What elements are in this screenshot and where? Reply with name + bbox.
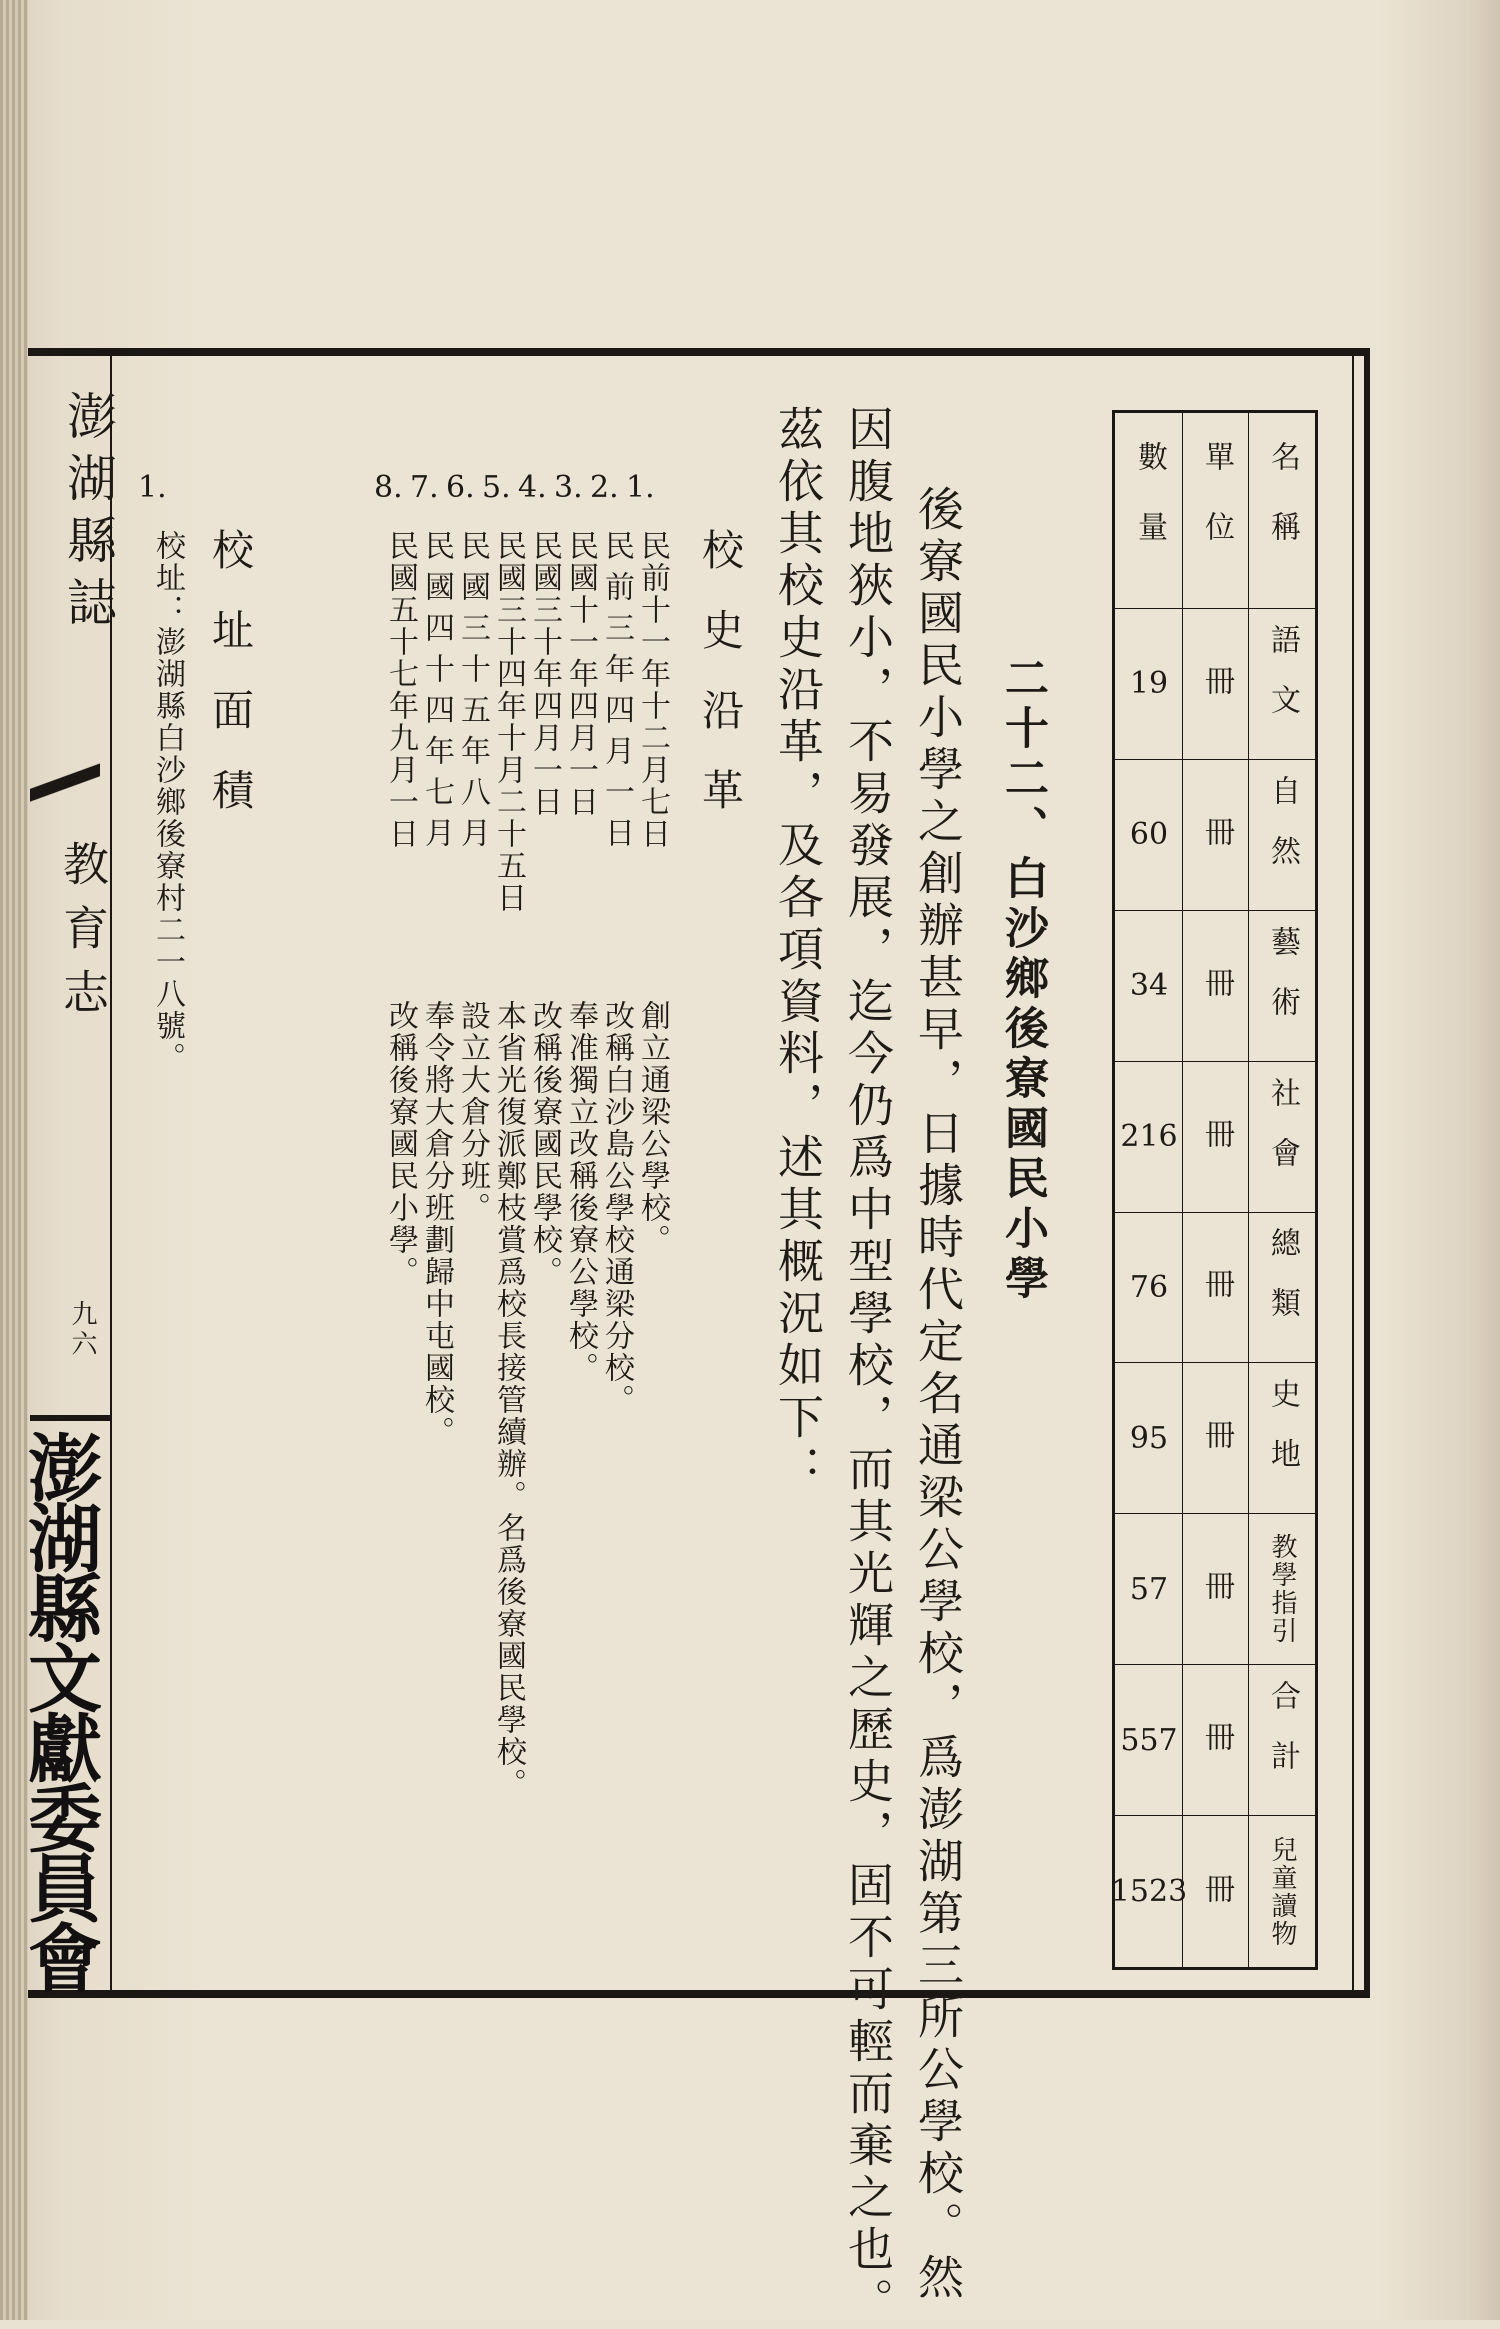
table-cell-name: 總類 [1249, 1213, 1315, 1364]
table-cell-name: 合計 [1249, 1665, 1315, 1816]
frame-top-rule [28, 348, 1370, 356]
history-item-date: 民國三十四年十月二十五日 [491, 530, 526, 914]
history-item-event: 改稱白沙島公學校通梁分校。 [599, 1000, 634, 1416]
table-cell-name: 自然 [1249, 760, 1315, 911]
table-cell-quantity: 34 [1115, 911, 1183, 1062]
table-cell-quantity: 1523 [1110, 1874, 1188, 1910]
history-heading: 校史沿革 [696, 528, 745, 848]
table-cell-name: 語文 [1249, 609, 1315, 760]
intro-paragraph-line-2: 因腹地狹小，不易發展，迄今仍爲中型學校，而其光輝之歷史，固不可輕而棄之也。 [841, 405, 895, 2329]
table-column-unit [1182, 413, 1249, 1967]
table-cell-quantity: 216 [1115, 1062, 1183, 1213]
table-cell-name: 藝術 [1249, 911, 1315, 1062]
table-cell-quantity: 19 [1115, 609, 1183, 760]
table-cell-name: 兒童讀物 [1267, 1835, 1297, 1948]
history-item-number: 7. [410, 470, 439, 505]
table-cell-unit: 冊 [1183, 1062, 1249, 1213]
table-cell-quantity: 60 [1115, 760, 1183, 911]
table-cell-quantity: 95 [1115, 1363, 1183, 1514]
history-item-date: 民國三十五年八月 [455, 530, 490, 858]
history-item-date: 民國三十年四月一日 [527, 530, 562, 818]
history-item-number: 3. [554, 470, 583, 505]
table-cell-quantity: 57 [1115, 1514, 1183, 1665]
running-book-title: 澎湖縣誌 [59, 390, 117, 638]
table-cell-name: 教學指引 [1249, 1514, 1315, 1665]
table-cell-unit: 冊 [1183, 1514, 1249, 1665]
history-item-number: 6. [446, 470, 475, 505]
book-statistics-table [1112, 410, 1318, 1970]
table-cell-name: 史地 [1249, 1363, 1315, 1514]
table-cell-quantity: 76 [1115, 1213, 1183, 1364]
history-item-number: 2. [590, 470, 619, 505]
table-column-name [1248, 413, 1315, 1967]
site-heading: 校址面積 [206, 528, 255, 848]
site-item-number: 1. [138, 470, 167, 505]
section-title: 二十二、白沙鄉後寮國民小學 [997, 655, 1048, 1305]
history-item-date: 民國四十四年七月 [419, 530, 454, 858]
table-cell-unit: 冊 [1183, 760, 1249, 911]
history-item-event: 奉令將大倉分班劃歸中屯國校。 [419, 1000, 454, 1448]
table-cell-unit: 冊 [1183, 911, 1249, 1062]
table-header-unit: 單位 [1183, 413, 1249, 609]
table-column-quantity [1110, 413, 1188, 1967]
frame-right-rule [1352, 348, 1370, 1998]
publisher-imprint: 澎湖縣文獻委員會 [16, 1430, 102, 1990]
history-item-event: 本省光復派鄭枝賞爲校長接管續辦。名爲後寮國民學校。 [491, 1000, 526, 1800]
history-item-date: 民國五十七年九月一日 [383, 530, 418, 850]
history-item-event: 改稱後寮國民小學。 [383, 1000, 418, 1288]
margin-ornament [30, 750, 100, 810]
table-header-quantity: 數量 [1115, 413, 1183, 609]
table-cell-name: 社會 [1249, 1062, 1315, 1213]
history-item-date: 民前三年四月一日 [599, 530, 634, 858]
history-item-date: 民國十一年四月一日 [563, 530, 598, 818]
table-cell-unit: 冊 [1183, 1665, 1249, 1816]
table-cell-quantity: 557 [1115, 1665, 1183, 1816]
history-item-date: 民前十一年十二月七日 [635, 530, 670, 850]
history-item-number: 5. [482, 470, 511, 505]
history-item-number: 4. [518, 470, 547, 505]
history-item-event: 奉准獨立改稱後寮公學校。 [563, 1000, 598, 1384]
frame-bottom-rule [28, 1990, 1370, 1998]
intro-paragraph-line-1: 後寮國民小學之創辦甚早，日據時代定名通梁公學校，爲澎湖第三所公學校。然 [911, 485, 965, 2305]
table-header-name: 名稱 [1249, 413, 1315, 609]
history-item-event: 設立大倉分班。 [455, 1000, 490, 1224]
history-item-number: 1. [626, 470, 655, 505]
margin-thick-rule [30, 1415, 110, 1421]
history-item-event: 改稱後寮國民學校。 [527, 1000, 562, 1288]
table-cell-unit: 冊 [1199, 1872, 1234, 1911]
page-number: 九六 [67, 1300, 97, 1360]
history-item-event: 創立通梁公學校。 [635, 1000, 670, 1256]
table-cell-unit: 冊 [1183, 1213, 1249, 1364]
table-cell-unit: 冊 [1183, 609, 1249, 760]
history-item-number: 8. [374, 470, 403, 505]
table-cell-unit: 冊 [1183, 1363, 1249, 1514]
site-address: 校址：澎湖縣白沙鄉後寮村二一八號。 [150, 530, 185, 1074]
intro-paragraph-line-3: 茲依其校史沿革，及各項資料，述其概況如下： [771, 405, 825, 1497]
running-chapter-title: 教育志 [56, 840, 110, 1032]
